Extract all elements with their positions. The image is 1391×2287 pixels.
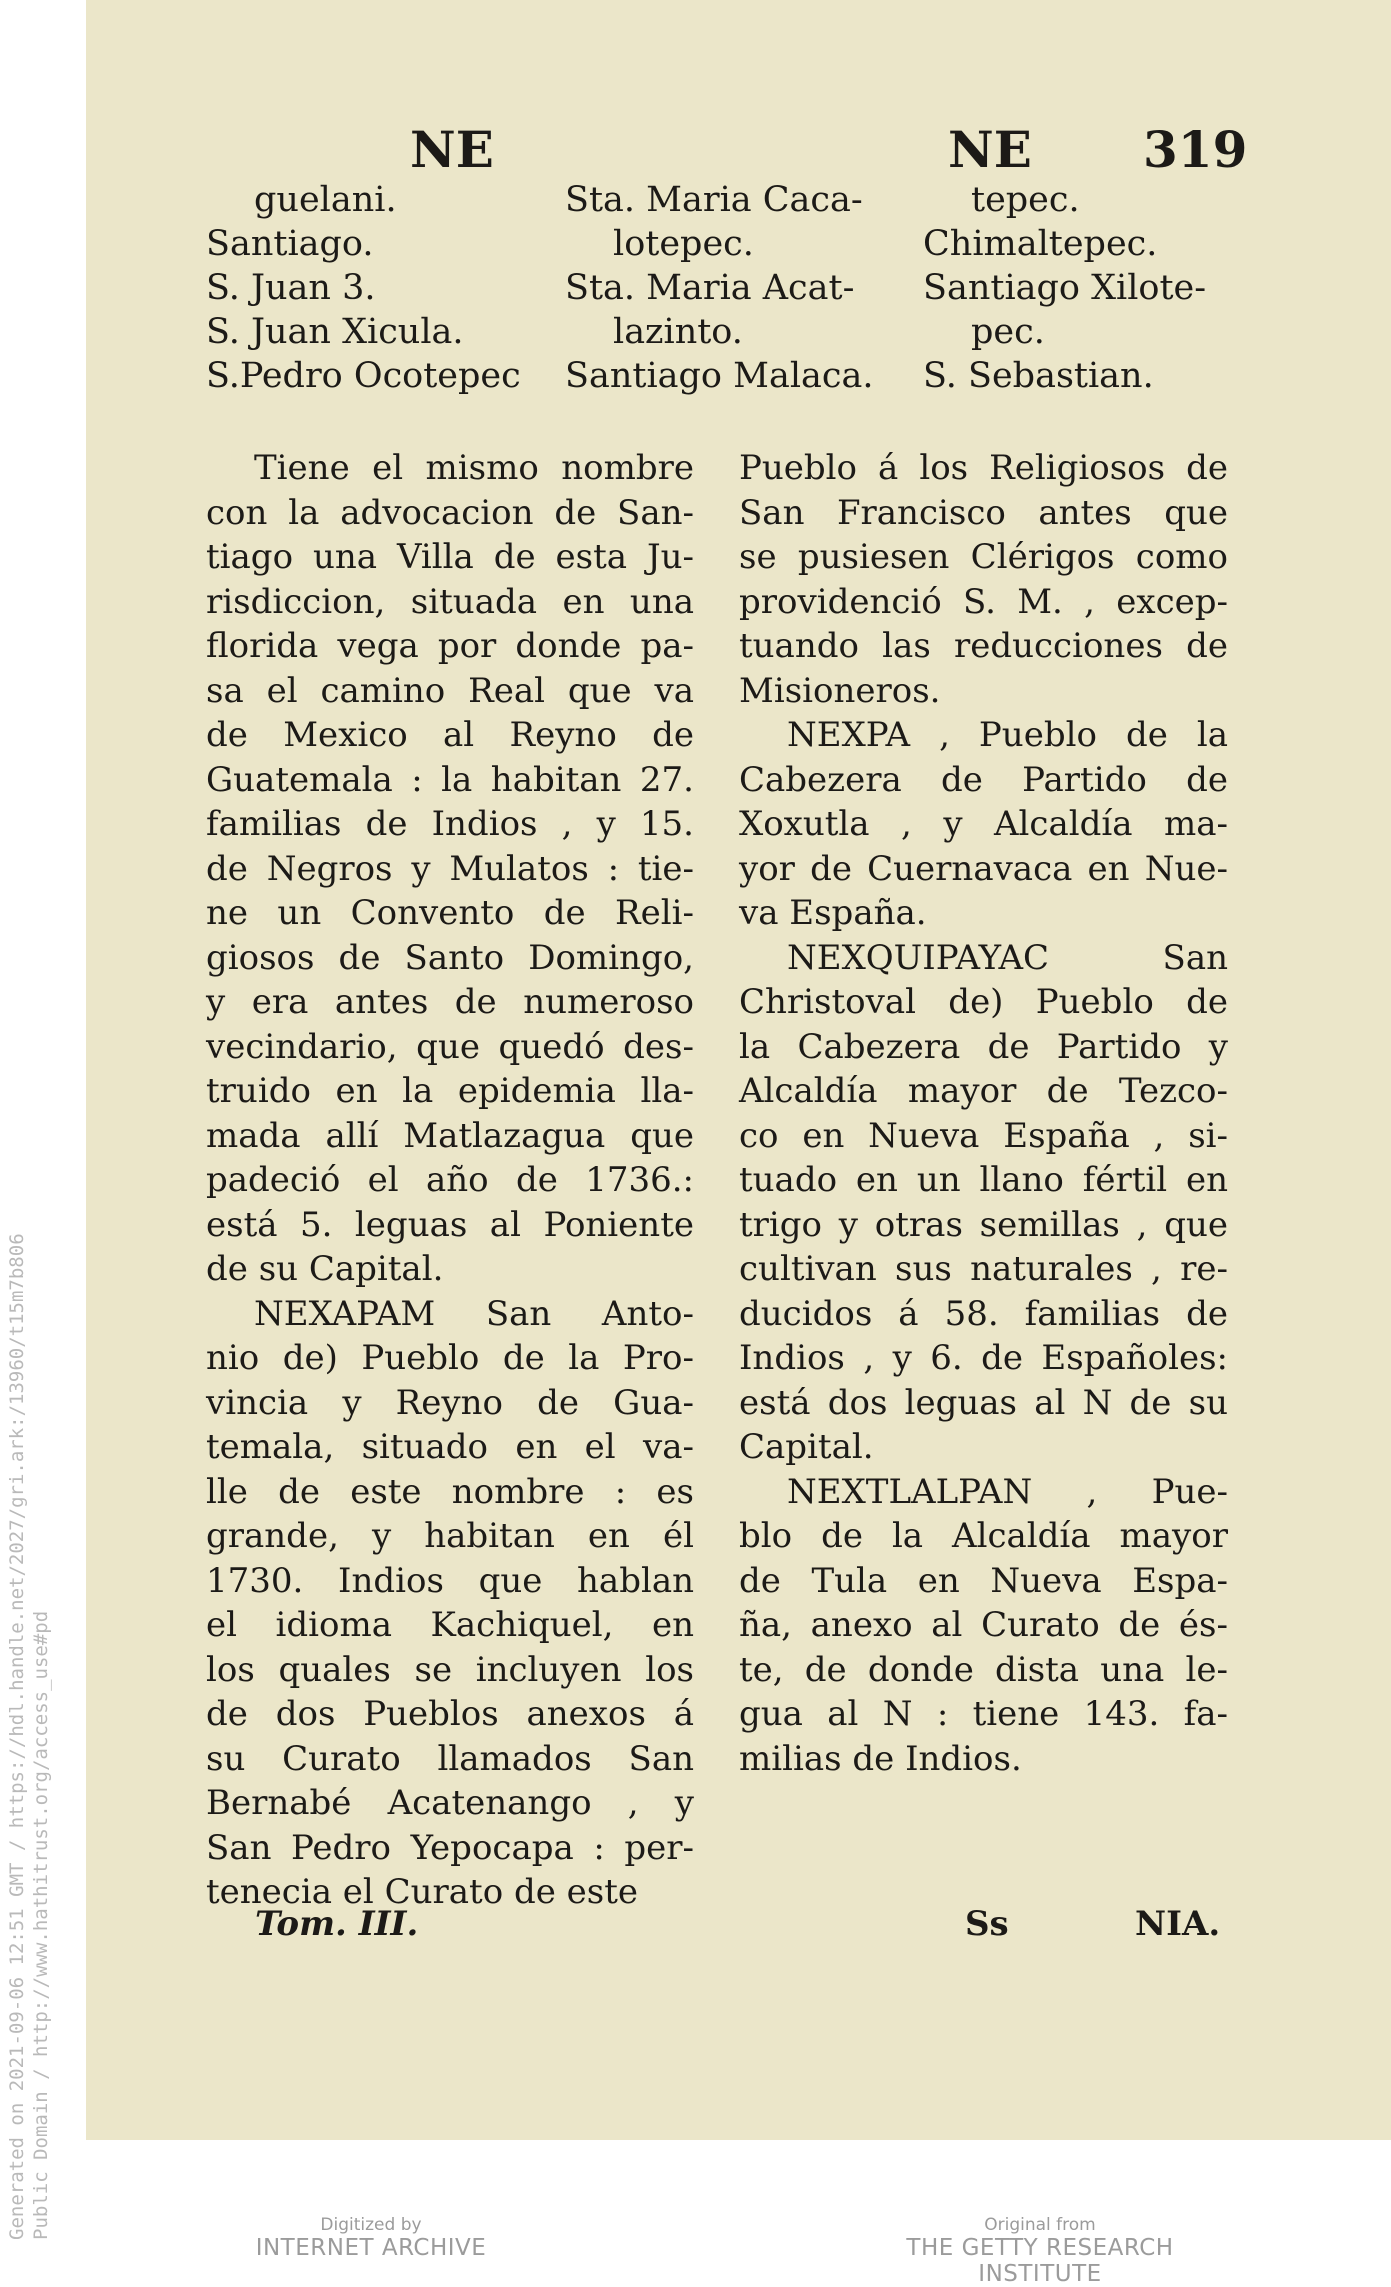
list-item: S. Sebastian. [923,356,1154,396]
text-line: de su Capital. [206,1249,444,1289]
text-column-right [739,446,1228,1781]
text-line: de Negros y Mulatos : tie- [206,848,694,889]
text-line: truido en la epidemia lla- [206,1071,694,1111]
text-line: milias de Indios. [739,1738,1022,1779]
text-line: ducidos á 58. familias de [739,1293,1228,1334]
list-item: Sta. Maria Acat- [565,268,855,308]
text-line: San Pedro Yepocapa : per- [206,1827,694,1868]
list-item: S.Pedro Ocotepec [206,356,521,396]
credit-caption: Original from [984,2215,1096,2235]
text-line: yor de Cuernavaca en Nue- [739,848,1228,889]
text-line: vincia y Reyno de Gua- [206,1382,694,1423]
text-line: va España. [739,893,927,933]
text-line: de dos Pueblos anexos á [206,1694,694,1734]
list-item: tepec. [971,180,1080,220]
text-line: co en Nueva España , si- [739,1115,1228,1156]
text-line: y era antes de numeroso [206,982,694,1022]
text-line: risdiccion, situada en una [206,581,694,622]
digitized-by-credit [236,2215,506,2261]
text-line: Guatemala : la habitan 27. [206,759,694,800]
text-line: gua al N : tiene 143. fa- [739,1694,1228,1734]
text-line: tenecia el Curato de este [206,1872,639,1912]
text-line: Christoval de) Pueblo de [739,982,1228,1022]
text-line: NEXQUIPAYAC San [787,937,1228,978]
text-line: el idioma Kachiquel, en [206,1605,694,1645]
text-line: Tiene el mismo nombre [254,448,694,488]
text-line: la Cabezera de Partido y [739,1026,1228,1067]
list-item: guelani. [254,180,397,220]
text-line: Capital. [739,1427,874,1467]
signature-mark: Ss [965,1904,1009,1944]
text-line: trigo y otras semillas , que [739,1204,1228,1245]
text-line: padeció el año de 1736.: [206,1160,694,1200]
text-line: San Francisco antes que [739,492,1228,533]
place-list-col-3 [923,178,1206,398]
text-line: los quales se incluyen los [206,1649,694,1690]
list-item: Chimaltepec. [923,224,1158,264]
rights-stamp: Public Domain / http://www.hathitrust.org/access_use#pd [30,1610,52,2240]
place-list-col-2 [565,178,873,398]
text-line: de Tula en Nueva Espa- [739,1560,1228,1601]
text-line: NEXTLALPAN , Pue- [787,1471,1228,1512]
text-line: está dos leguas al N de su [739,1382,1228,1423]
text-line: NEXAPAM San Anto- [254,1293,694,1334]
text-line: florida vega por donde pa- [206,626,694,666]
text-line: se pusiesen Clérigos como [739,537,1228,577]
credit-name: THE GETTY RESEARCH INSTITUTE [906,2235,1174,2287]
text-line: grande, y habitan en él [206,1516,694,1556]
list-item: pec. [971,312,1045,352]
list-item: Santiago Malaca. [565,356,874,396]
list-item: Sta. Maria Caca- [565,180,863,220]
catchword: NIA. [1135,1904,1221,1944]
text-line: mada allí Matlazagua que [206,1115,694,1156]
page-number: 319 [1143,120,1248,179]
place-list-col-1 [206,178,521,398]
list-item: lazinto. [613,312,743,352]
credit-caption: Digitized by [320,2215,422,2235]
text-line: Bernabé Acatenango , y [206,1783,694,1823]
generation-stamp: Generated on 2021-09-06 12:51 GMT / https://hdl.handle.net/2027/gri.ark:/13960/t15m7b806 [6,1233,28,2240]
text-line: te, de donde dista una le- [739,1649,1228,1690]
text-line: tuando las reducciones de [739,626,1228,666]
text-line: providenció S. M. , excep- [739,581,1228,622]
text-line: está 5. leguas al Poniente [206,1204,694,1245]
list-item: Santiago. [206,224,374,264]
text-line: de Mexico al Reyno de [206,715,694,755]
text-line: giosos de Santo Domingo, [206,937,694,978]
text-line: tiago una Villa de esta Ju- [206,537,694,577]
hathitrust-stamp [2,1160,62,2240]
text-line: Xoxutla , y Alcaldía ma- [739,804,1228,844]
list-item: S. Juan Xicula. [206,312,464,352]
text-line: blo de la Alcaldía mayor [739,1516,1228,1556]
credit-name: INTERNET ARCHIVE [255,2235,487,2261]
text-line: Cabezera de Partido de [739,759,1228,800]
text-line: vecindario, que quedó des- [206,1026,694,1067]
text-line: 1730. Indios que hablan [206,1560,694,1601]
header-right: NE [948,120,1032,179]
text-line: con la advocacion de San- [206,492,694,533]
text-line: Pueblo á los Religiosos de [739,448,1228,488]
original-from-credit [855,2215,1225,2287]
list-item: lotepec. [613,224,754,264]
text-line: tuado en un llano fértil en [739,1160,1228,1200]
text-line: lle de este nombre : es [206,1471,694,1512]
text-line: NEXPA , Pueblo de la [787,715,1228,755]
text-line: temala, situado en el va- [206,1427,694,1467]
text-line: Misioneros. [739,670,941,711]
text-line: su Curato llamados San [206,1738,694,1779]
text-column-left [206,446,694,1915]
text-line: ne un Convento de Reli- [206,893,694,933]
header-left: NE [410,120,494,179]
text-line: Indios , y 6. de Españoles: [739,1338,1228,1378]
list-item: Santiago Xilote- [923,268,1207,308]
list-item: S. Juan 3. [206,268,376,308]
volume-label: Tom. III. [255,1904,419,1944]
text-line: ña, anexo al Curato de és- [739,1605,1228,1645]
text-line: Alcaldía mayor de Tezco- [739,1071,1228,1111]
text-line: familias de Indios , y 15. [206,804,694,844]
text-line: sa el camino Real que va [206,670,694,711]
text-line: cultivan sus naturales , re- [739,1249,1228,1289]
text-line: nio de) Pueblo de la Pro- [206,1338,694,1378]
